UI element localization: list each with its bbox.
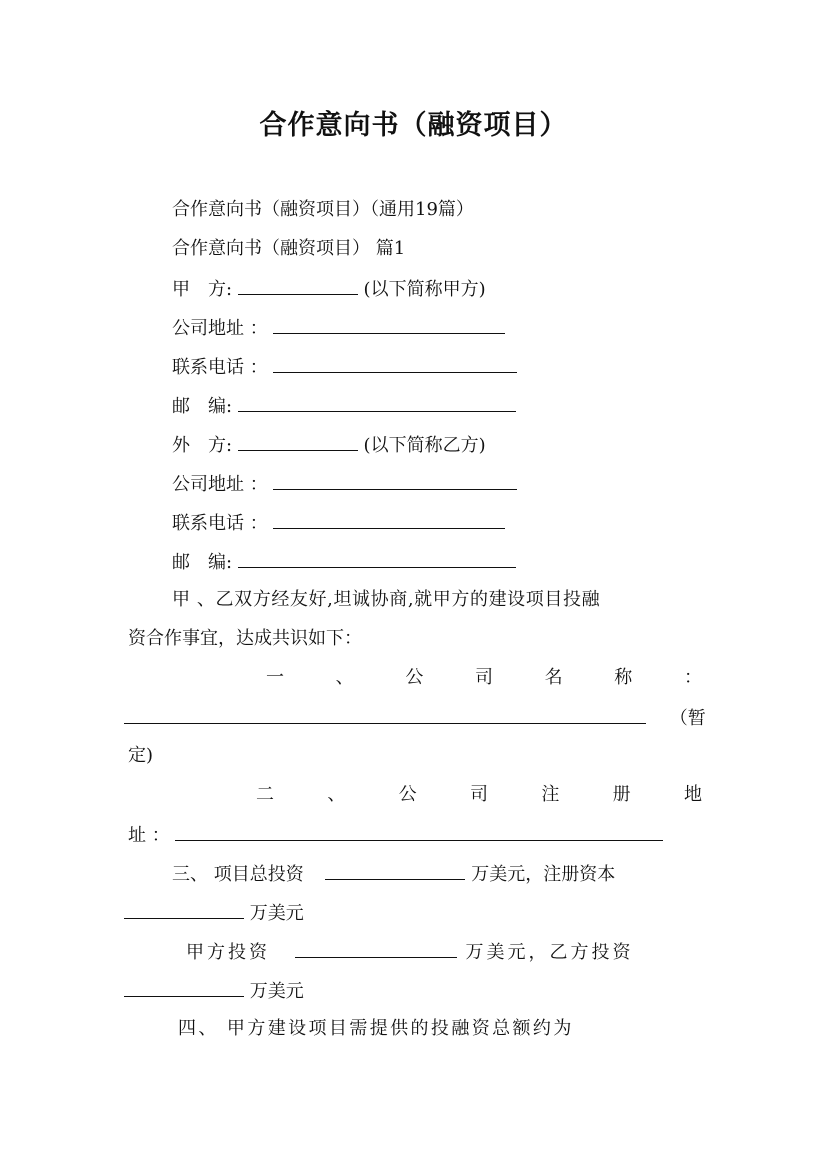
item-1-char: 一 [266, 667, 284, 688]
item-2-char: 司 [469, 784, 488, 805]
phone-blank [273, 354, 517, 373]
postcode-label: 邮 编: [172, 396, 233, 417]
party-b-line [172, 432, 486, 458]
item-1-heading [128, 666, 702, 690]
item-1-note: （暂 [669, 708, 706, 729]
item-2-address-label: 址 ： [128, 825, 170, 846]
item-2-char: 册 [612, 784, 631, 805]
party-a-phone-line [172, 354, 517, 380]
party-b-address-line [172, 471, 517, 497]
item-2-char: 二 [256, 784, 274, 805]
party-b-postcode-line [172, 549, 516, 575]
party-b-note: (以下简称乙方) [363, 435, 486, 456]
address-blank [273, 315, 505, 334]
postcode-blank [238, 393, 516, 412]
item-2-char: 注 [541, 784, 560, 805]
investment-unit: 万美元 [249, 981, 304, 1002]
party-a-investment-label: 甲方投资 [186, 942, 270, 963]
party-b-label: 外 方: [172, 435, 233, 456]
party-a-investment-blank [295, 939, 457, 958]
subtitle-line: 合作意向书（融资项目）（通用19篇） [172, 199, 474, 220]
item-2-char: 、 [327, 784, 346, 805]
investment-split-line [186, 939, 633, 965]
party-b-phone-line [172, 510, 505, 536]
item-2-address-line [128, 822, 663, 848]
investment-split-continuation [124, 978, 304, 1004]
postcode-blank [238, 549, 516, 568]
registered-address-blank [175, 822, 663, 841]
item-2-heading [128, 783, 702, 807]
party-a-line [172, 276, 486, 302]
party-a-address-line [172, 315, 505, 341]
party-b-blank [238, 432, 358, 451]
phone-blank [273, 510, 505, 529]
party-a-note: (以下简称甲方) [363, 279, 486, 300]
item-1-char: 公 [405, 667, 424, 688]
item-1-char: ： [683, 667, 702, 688]
paragraph-intro-2: 资合作事宜，达成共识如下： [128, 628, 362, 649]
party-b-investment-blank [124, 978, 244, 997]
party-a-label: 甲 方: [172, 279, 233, 300]
total-investment-blank [325, 861, 465, 880]
item-1-char: 司 [474, 667, 493, 688]
registered-capital-blank [124, 900, 244, 919]
item-3-unit-2: 万美元 [249, 903, 304, 924]
item-3-unit: 万美元，注册资本 [471, 864, 616, 885]
party-a-postcode-line [172, 393, 516, 419]
item-1-note-end: 定) [128, 745, 154, 766]
party-a-blank [238, 276, 358, 295]
item-3-line [172, 861, 615, 887]
item-1-char: 、 [335, 667, 354, 688]
item-1-char: 名 [544, 667, 563, 688]
investment-split-text: 万美元，乙方投资 [465, 942, 634, 963]
item-2-char: 地 [683, 784, 702, 805]
item-3-continuation [124, 900, 304, 926]
address-blank [273, 471, 517, 490]
address-label: 公司地址 ： [172, 474, 268, 495]
phone-label: 联系电话 ： [172, 357, 268, 378]
item-1-blank-line [124, 705, 706, 731]
item-1-char: 称 [614, 667, 633, 688]
item-2-char: 公 [398, 784, 417, 805]
company-name-blank [124, 705, 646, 724]
item-4-line: 四、 甲方建设项目需提供的投融资总额约为 [178, 1018, 574, 1039]
section-heading: 合作意向书（融资项目） 篇1 [172, 238, 406, 259]
phone-label: 联系电话 ： [172, 513, 268, 534]
document-title: 合作意向书（融资项目） [259, 110, 568, 141]
paragraph-intro-1: 甲 、乙双方经友好,坦诚协商,就甲方的建设项目投融 [172, 589, 601, 610]
item-3-label: 三、 项目总投资 [172, 864, 304, 885]
postcode-label: 邮 编: [172, 552, 233, 573]
address-label: 公司地址 ： [172, 318, 268, 339]
